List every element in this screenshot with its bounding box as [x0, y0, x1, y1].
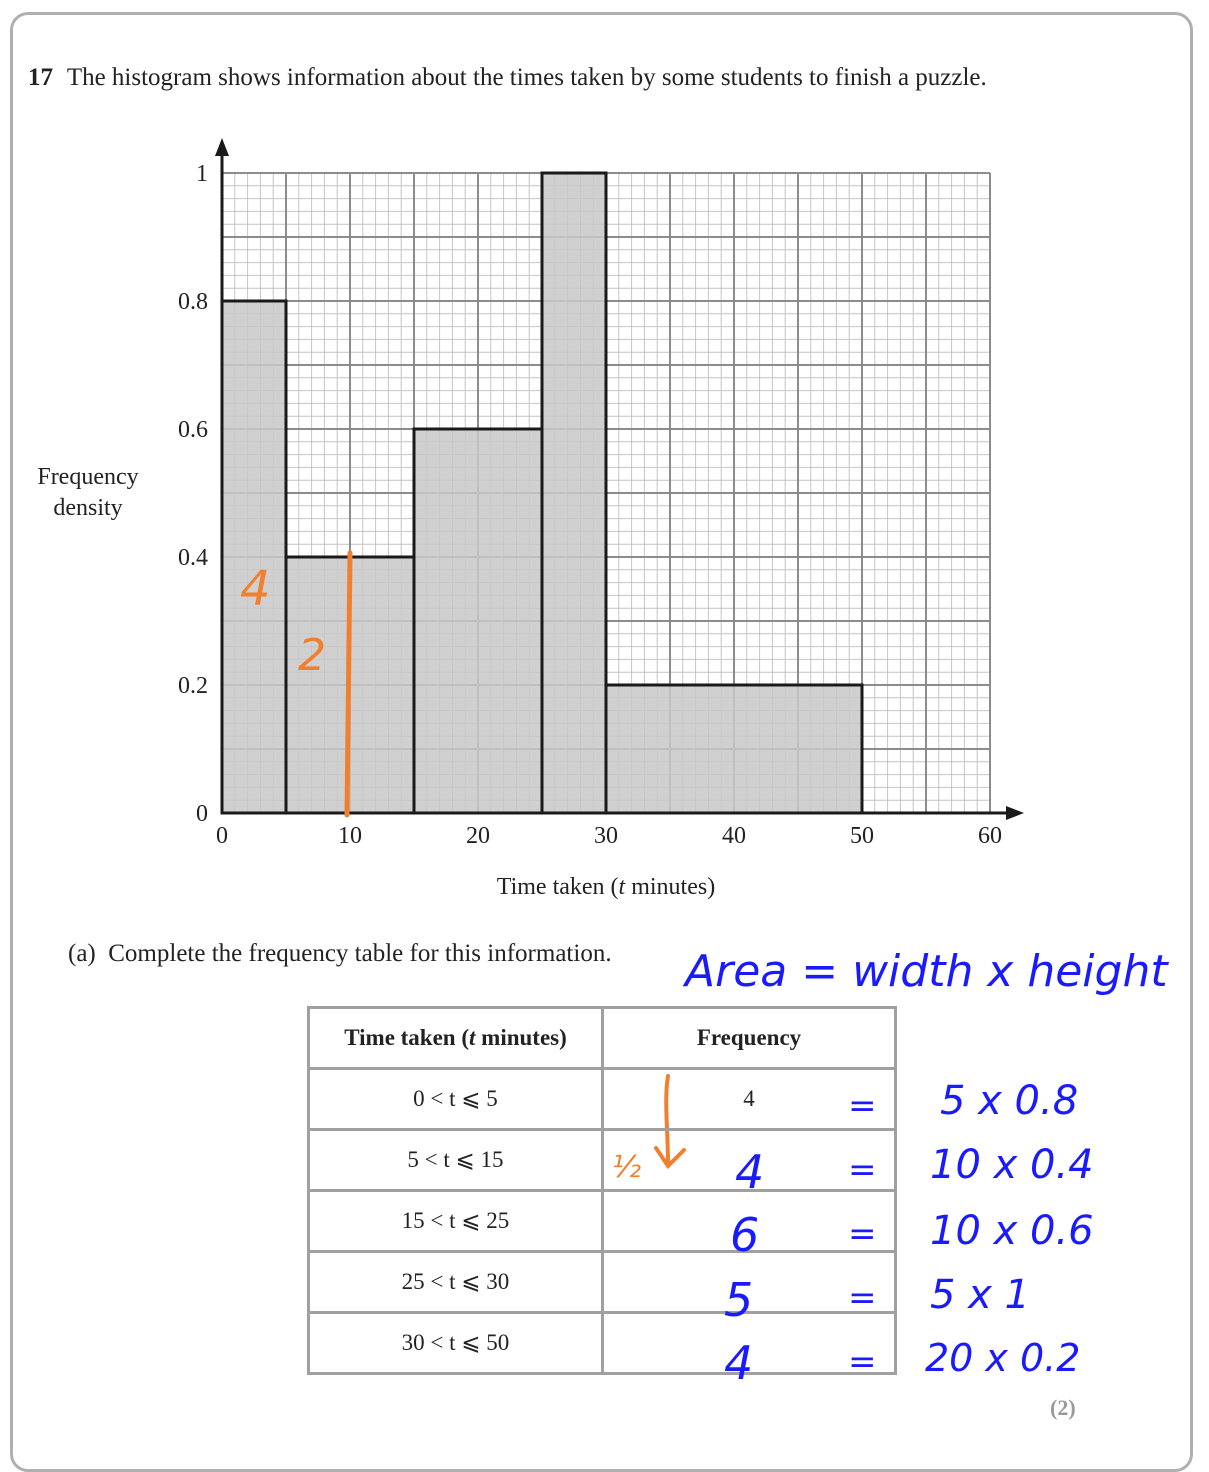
handwritten-freq-row4: 5: [724, 1273, 754, 1327]
x-tick-label: 20: [466, 823, 490, 849]
frequency-table: [307, 1006, 897, 1375]
interval-cell: 15 < t ⩽ 25: [309, 1191, 603, 1252]
x-tick-label: 0: [216, 823, 228, 849]
handwritten-calc: 5 x 1: [930, 1272, 1030, 1318]
x-tick-label: 50: [850, 823, 874, 849]
table-row: [309, 1191, 896, 1252]
x-axis-arrow-icon: [1006, 806, 1024, 820]
header-time-suffix: minutes): [475, 1025, 567, 1050]
interval-cell: 25 < t ⩽ 30: [309, 1252, 603, 1313]
handwritten-equals: =: [848, 1150, 877, 1190]
table-row: [309, 1313, 896, 1374]
y-tick-label: 0.4: [178, 545, 208, 571]
handwritten-half: ½: [612, 1150, 642, 1185]
handwritten-freq-row2: 4: [735, 1145, 765, 1199]
y-tick-label: 0.8: [178, 289, 208, 315]
y-tick-label: 0.6: [178, 417, 208, 443]
x-tick-label: 60: [978, 823, 1002, 849]
handwritten-calc: 10 x 0.4: [930, 1142, 1094, 1188]
y-axis-arrow-icon: [215, 138, 229, 156]
histogram-bar: [414, 429, 542, 813]
handwritten-freq-row5: 4: [724, 1336, 754, 1390]
table-row: [309, 1252, 896, 1313]
interval-cell: 5 < t ⩽ 15: [309, 1130, 603, 1191]
handwritten-equals: =: [848, 1214, 877, 1254]
x-tick-label: 30: [594, 823, 618, 849]
annotation-4: 4: [240, 561, 271, 617]
table-row: [309, 1069, 896, 1130]
frequency-cell[interactable]: 4: [603, 1069, 896, 1130]
handwritten-equals: =: [848, 1086, 877, 1126]
handwritten-calc: 10 x 0.6: [930, 1208, 1094, 1254]
header-time-var: t: [469, 1025, 476, 1050]
histogram-bar: [222, 301, 286, 813]
handwritten-freq-row3: 6: [730, 1208, 760, 1262]
handwritten-equals: =: [848, 1342, 877, 1382]
question-number: 17: [28, 64, 53, 91]
x-tick-label: 40: [722, 823, 746, 849]
histogram-bar: [606, 685, 862, 813]
x-axis-label-prefix: Time taken (: [496, 874, 619, 900]
part-a-label: (a): [68, 940, 96, 967]
header-time-taken: [309, 1008, 603, 1069]
y-axis-label-line2: density: [53, 495, 123, 521]
annotation-split-line: [347, 553, 350, 815]
table-header-row: [309, 1008, 896, 1069]
interval-cell: 30 < t ⩽ 50: [309, 1313, 603, 1374]
handwritten-formula: Area = width x height: [685, 946, 1168, 997]
marks-indicator: (2): [1050, 1395, 1076, 1420]
part-a-text: Complete the frequency table for this information.: [108, 940, 612, 967]
header-frequency: Frequency: [603, 1008, 896, 1069]
question-text: The histogram shows information about the times taken by some students to finish a puzzle.: [66, 64, 987, 91]
y-tick-label: 1: [196, 161, 208, 187]
x-tick-label: 10: [338, 823, 362, 849]
handwritten-calc: 5 x 0.8: [940, 1078, 1079, 1124]
annotation-2: 2: [298, 630, 326, 681]
handwritten-calc: 20 x 0.2: [925, 1336, 1081, 1380]
table-row: [309, 1130, 896, 1191]
x-axis-label-var: t: [618, 874, 626, 900]
handwritten-equals: =: [848, 1278, 877, 1318]
header-time-prefix: Time taken (: [344, 1025, 470, 1050]
interval-cell: 0 < t ⩽ 5: [309, 1069, 603, 1130]
x-axis-label: [497, 874, 715, 900]
histogram-bar: [542, 173, 606, 813]
x-axis-label-suffix: minutes): [625, 874, 716, 900]
y-tick-label: 0: [196, 801, 208, 827]
y-axis-label-line1: Frequency: [37, 464, 139, 490]
part-a-prompt: [68, 940, 612, 968]
y-tick-label: 0.2: [178, 673, 208, 699]
